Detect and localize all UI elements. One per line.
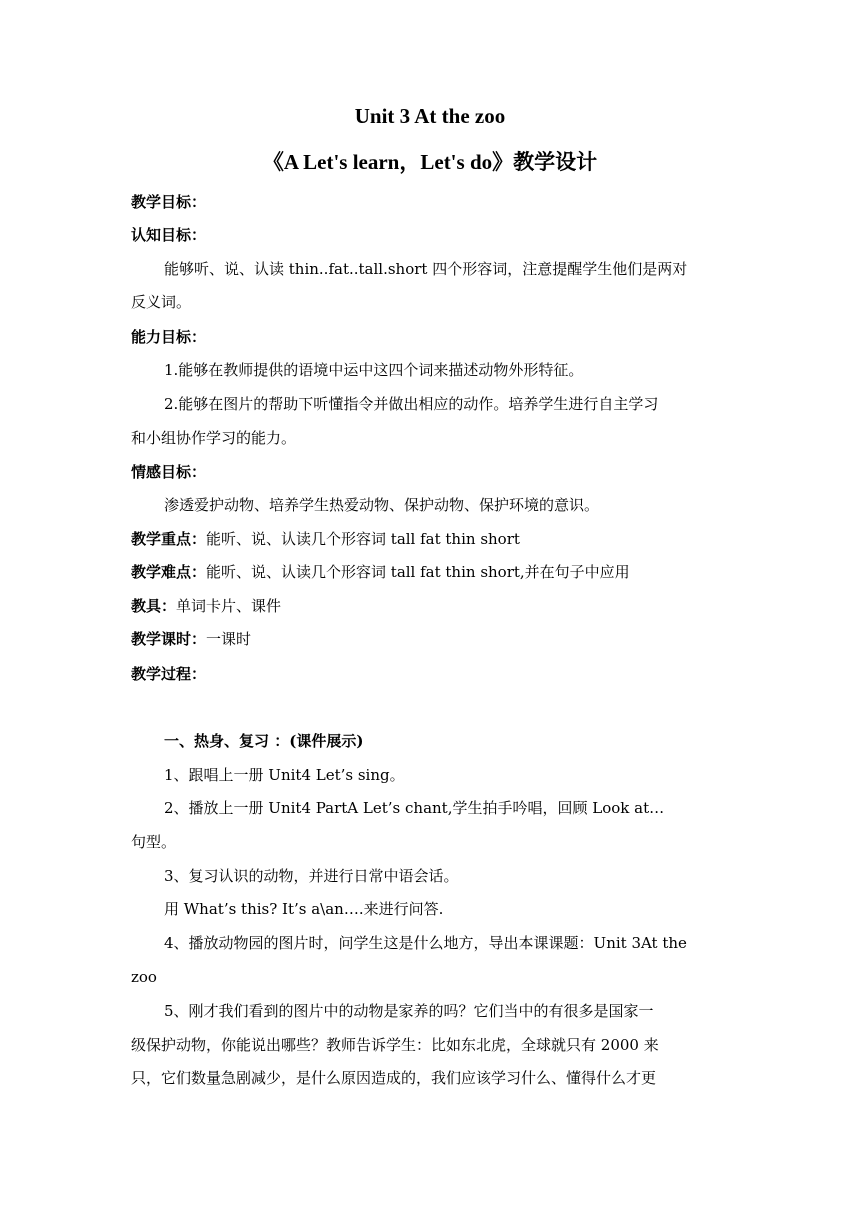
tools-row xyxy=(131,595,731,617)
step-4-line1: 4、播放动物园的图片时，问学生这是什么地方，导出本课课题：Unit 3At the xyxy=(164,934,687,952)
step-5-line1: 5、刚才我们看到的图片中的动物是家养的吗？它们当中的有很多是国家一 xyxy=(164,1002,654,1020)
ability-item-1: 1.能够在教师提供的语境中运中这四个词来描述动物外形特征。 xyxy=(164,361,584,379)
step-1: 1、跟唱上一册 Unit4 Let’s sing。 xyxy=(164,766,405,784)
step-4-line2: zoo xyxy=(131,968,157,986)
key-point-row xyxy=(131,528,731,550)
process-label: 教学过程： xyxy=(131,665,207,683)
ability-item-2-line1: 2.能够在图片的帮助下听懂指令并做出相应的动作。培养学生进行自主学习 xyxy=(164,395,659,413)
ability-item-2-line2: 和小组协作学习的能力。 xyxy=(131,429,297,447)
cognitive-text-line2: 反义词。 xyxy=(131,293,192,311)
hours-row xyxy=(131,628,731,650)
ability-label: 能力目标： xyxy=(131,328,207,346)
step-2-line1: 2、播放上一册 Unit4 PartA Let’s chant,学生拍手吟唱，回顾 Look at… xyxy=(164,799,665,817)
cognitive-text-line1: 能够听、说、认读 thin..fat..tall.short 四个形容词，注意提醒学生他们是两对 xyxy=(164,260,688,278)
key-point-text: 能听、说、认读几个形容词 tall fat thin short xyxy=(206,530,520,548)
step-5-line2: 级保护动物，你能说出哪些？教师告诉学生：比如东北虎，全球就只有 2000 来 xyxy=(131,1036,659,1054)
tools-label: 教具： xyxy=(131,597,177,615)
document-title: Unit 3 At the zoo xyxy=(354,104,506,128)
document-subtitle: 《A Let's learn，Let's do》教学设计 xyxy=(262,150,598,174)
step-5-line3: 只，它们数量急剧减少，是什么原因造成的，我们应该学习什么、懂得什么才更 xyxy=(131,1069,657,1087)
difficulty-text: 能听、说、认读几个形容词 tall fat thin short,并在句子中应用 xyxy=(206,563,630,581)
emotion-label: 情感目标： xyxy=(131,463,207,481)
hours-text: 一课时 xyxy=(206,630,252,648)
step-3-question: 用 What’s this? It’s a\an….来进行问答. xyxy=(164,900,444,918)
goals-label: 教学目标： xyxy=(131,193,207,211)
step-2-line2: 句型。 xyxy=(131,833,177,851)
emotion-text: 渗透爱护动物、培养学生热爱动物、保护动物、保护环境的意识。 xyxy=(164,496,600,514)
difficulty-row xyxy=(131,561,731,583)
section1-heading: 一、热身、复习 ：(课件展示) xyxy=(164,732,364,750)
difficulty-label: 教学难点： xyxy=(131,563,207,581)
tools-text: 单词卡片、课件 xyxy=(176,597,282,615)
hours-label: 教学课时： xyxy=(131,630,207,648)
cognitive-label: 认知目标： xyxy=(131,226,207,244)
step-3: 3、复习认识的动物，并进行日常中语会话。 xyxy=(164,867,459,885)
key-point-label: 教学重点： xyxy=(131,530,207,548)
